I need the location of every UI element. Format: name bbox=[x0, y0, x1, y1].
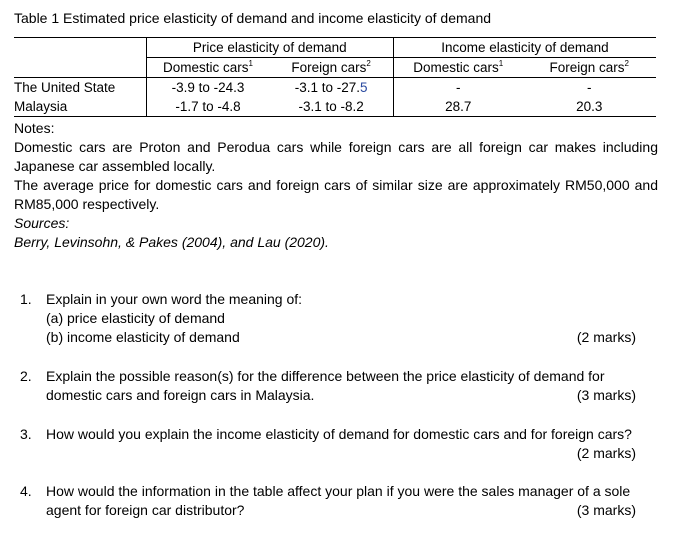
table-caption: Table 1 Estimated price elasticity of demand and income elasticity of demand bbox=[14, 10, 492, 26]
cell-ped-foreign: -3.1 to -8.2 bbox=[269, 97, 393, 117]
cell-ied-domestic: 28.7 bbox=[393, 97, 522, 117]
question-body bbox=[46, 290, 640, 347]
cell-ped-foreign: -3.1 to -27.5 bbox=[294, 80, 368, 95]
question-text-line-2: domestic cars and foreign cars in Malaysia. bbox=[46, 387, 315, 403]
table-row bbox=[14, 97, 656, 117]
question-body bbox=[46, 367, 640, 405]
question-1 bbox=[20, 290, 640, 350]
sources-text: Berry, Levinsohn, & Pakes (2004), and Lau (2020). bbox=[14, 234, 329, 250]
notes-paragraph-1: Domestic cars are Proton and Perodua cars while foreign cars are all foreign car makes including Japanese car assembled locally. bbox=[14, 139, 658, 174]
group-header-row bbox=[14, 38, 656, 58]
question-text-line-1: Explain the possible reason(s) for the difference between the price elasticity of demand for bbox=[46, 368, 605, 384]
question-3 bbox=[20, 425, 640, 465]
question-number: 2. bbox=[20, 368, 32, 384]
income-elasticity-header: Income elasticity of demand bbox=[393, 38, 656, 58]
question-text: Explain in your own word the meaning of: bbox=[46, 291, 303, 307]
question-2 bbox=[20, 367, 640, 407]
notes-paragraph-2: The average price for domestic cars and foreign cars of similar size are approximately RM50,000 and RM85,000 respectively. bbox=[14, 177, 658, 212]
price-elasticity-header: Price elasticity of demand bbox=[146, 38, 393, 58]
notes-heading: Notes: bbox=[14, 120, 55, 136]
row-label: The United State bbox=[14, 80, 116, 95]
sub-header-ped-foreign: Foreign cars$^2$ bbox=[269, 58, 393, 78]
cell-ped-domestic: -1.7 to -4.8 bbox=[146, 97, 269, 117]
question-4 bbox=[20, 482, 640, 522]
cell-ied-foreign: - bbox=[587, 80, 592, 95]
table-row bbox=[14, 78, 656, 98]
question-part-b: (b) income elasticity of demand bbox=[46, 329, 240, 345]
sources-heading: Sources: bbox=[14, 215, 70, 231]
question-body bbox=[46, 482, 640, 520]
question-text-line-2: agent for foreign car distributor? bbox=[46, 502, 245, 518]
cell-ied-foreign: 20.3 bbox=[523, 97, 656, 117]
corner-cell bbox=[14, 38, 146, 58]
question-marks: (3 marks) bbox=[576, 502, 636, 518]
question-marks: (3 marks) bbox=[576, 387, 636, 403]
sub-header-ped-domestic: Domestic cars$^1$ bbox=[146, 58, 269, 78]
sub-header-row bbox=[14, 58, 656, 78]
question-text-line-2-wrap bbox=[46, 501, 640, 520]
question-part-a: (a) price elasticity of demand bbox=[46, 310, 225, 326]
question-part-b-line bbox=[46, 328, 640, 347]
question-text-line-1: How would you explain the income elasticity of demand for domestic cars and for foreign cars? bbox=[46, 426, 632, 442]
question-marks-line bbox=[46, 444, 640, 463]
question-number: 1. bbox=[20, 291, 32, 307]
elasticity-table bbox=[14, 37, 656, 117]
question-body bbox=[46, 425, 640, 463]
sub-header-ied-domestic: Domestic cars$^1$ bbox=[393, 58, 522, 78]
question-text-line-2-wrap bbox=[46, 386, 640, 405]
question-marks: (2 marks) bbox=[576, 329, 636, 345]
question-text-line-1: How would the information in the table affect your plan if you were the sales manager of a sole bbox=[46, 483, 631, 499]
notes-section bbox=[14, 119, 658, 252]
question-number: 3. bbox=[20, 426, 32, 442]
question-marks: (2 marks) bbox=[576, 445, 636, 461]
cell-ped-domestic: -3.9 to -24.3 bbox=[146, 78, 269, 98]
sub-header-ied-foreign: Foreign cars$^2$ bbox=[523, 58, 656, 78]
question-number: 4. bbox=[20, 483, 32, 499]
corner-cell-2 bbox=[14, 58, 146, 78]
cell-ied-domestic: - bbox=[393, 78, 522, 98]
row-label: Malaysia bbox=[14, 97, 146, 117]
